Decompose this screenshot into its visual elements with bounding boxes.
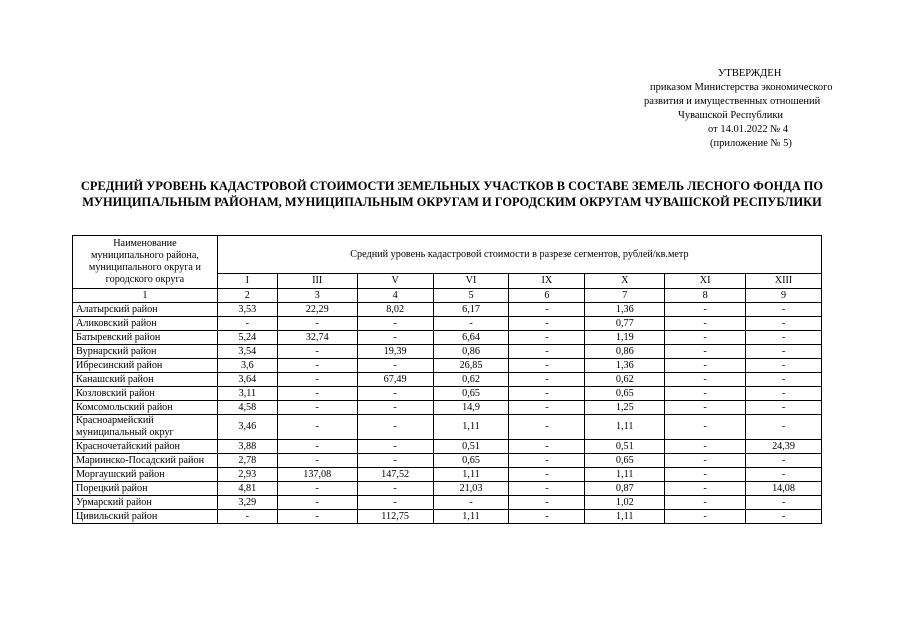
value-cell: 24,39: [746, 440, 822, 454]
value-cell: 1,36: [585, 303, 665, 317]
value-cell: -: [665, 331, 746, 345]
value-cell: -: [746, 331, 822, 345]
segment-header: III: [277, 274, 357, 289]
value-cell: 0,65: [433, 454, 509, 468]
municipality-name-cell: Моргаушский район: [73, 468, 218, 482]
value-cell: -: [509, 482, 585, 496]
value-cell: -: [665, 359, 746, 373]
municipality-name-cell: Аликовский район: [73, 317, 218, 331]
approval-line: Чувашской Республики: [678, 110, 784, 121]
municipality-name-cell: Красноармейский муниципальный округ: [73, 415, 218, 440]
value-cell: -: [746, 415, 822, 440]
value-cell: -: [746, 496, 822, 510]
value-cell: -: [746, 454, 822, 468]
value-cell: 3,46: [217, 415, 277, 440]
value-cell: 32,74: [277, 331, 357, 345]
value-cell: -: [746, 387, 822, 401]
value-cell: -: [746, 373, 822, 387]
value-cell: -: [746, 303, 822, 317]
value-cell: -: [746, 401, 822, 415]
value-cell: -: [277, 317, 357, 331]
value-cell: 0,51: [585, 440, 665, 454]
value-cell: 14,9: [433, 401, 509, 415]
column-number: 3: [277, 289, 357, 303]
value-cell: 21,03: [433, 482, 509, 496]
value-cell: 2,78: [217, 454, 277, 468]
name-column-header: Наименование муниципального района, муниципального округа и городского округа: [73, 236, 218, 289]
value-cell: 1,11: [433, 510, 509, 524]
value-cell: -: [277, 510, 357, 524]
value-cell: -: [665, 373, 746, 387]
value-cell: -: [746, 345, 822, 359]
table-row: [73, 359, 822, 373]
value-cell: -: [357, 440, 433, 454]
value-cell: 67,49: [357, 373, 433, 387]
value-cell: 137,08: [277, 468, 357, 482]
table-row: [73, 317, 822, 331]
value-cell: -: [277, 373, 357, 387]
value-cell: 0,62: [433, 373, 509, 387]
value-cell: 19,39: [357, 345, 433, 359]
table-row: [73, 415, 822, 440]
value-cell: 112,75: [357, 510, 433, 524]
table-row: [73, 373, 822, 387]
value-cell: -: [357, 415, 433, 440]
column-number: 8: [665, 289, 746, 303]
segment-header: IX: [509, 274, 585, 289]
value-cell: -: [746, 510, 822, 524]
value-cell: 0,65: [585, 387, 665, 401]
value-cell: -: [665, 415, 746, 440]
value-cell: -: [665, 454, 746, 468]
segments-span-header: Средний уровень кадастровой стоимости в разрезе сегментов, рублей/кв.метр: [217, 236, 821, 274]
value-cell: -: [277, 454, 357, 468]
value-cell: 3,88: [217, 440, 277, 454]
value-cell: 0,87: [585, 482, 665, 496]
column-number: 2: [217, 289, 277, 303]
value-cell: 3,54: [217, 345, 277, 359]
municipality-name-cell: Канашский район: [73, 373, 218, 387]
value-cell: -: [665, 303, 746, 317]
value-cell: 1,11: [585, 510, 665, 524]
table-row: [73, 482, 822, 496]
value-cell: -: [665, 510, 746, 524]
value-cell: 0,65: [433, 387, 509, 401]
approval-line: приказом Министерства экономического: [650, 82, 833, 93]
municipality-name-cell: Ибресинский район: [73, 359, 218, 373]
table-row: [73, 331, 822, 345]
value-cell: -: [357, 317, 433, 331]
value-cell: 3,11: [217, 387, 277, 401]
value-cell: -: [509, 345, 585, 359]
value-cell: -: [509, 359, 585, 373]
value-cell: -: [509, 510, 585, 524]
column-number: 7: [585, 289, 665, 303]
table-row: [73, 496, 822, 510]
municipality-name-cell: Алатырский район: [73, 303, 218, 317]
value-cell: 1,11: [433, 468, 509, 482]
segment-header: XI: [665, 274, 746, 289]
value-cell: -: [357, 401, 433, 415]
value-cell: 1,36: [585, 359, 665, 373]
approval-line: УТВЕРЖДЕН: [718, 68, 782, 79]
value-cell: -: [509, 303, 585, 317]
municipality-name-cell: Козловский район: [73, 387, 218, 401]
municipality-name-cell: Урмарский район: [73, 496, 218, 510]
value-cell: -: [277, 496, 357, 510]
value-cell: -: [277, 415, 357, 440]
cadastral-value-table: [72, 235, 822, 524]
approval-line: (приложение № 5): [710, 138, 792, 149]
column-number: 6: [509, 289, 585, 303]
value-cell: -: [509, 440, 585, 454]
column-number: 4: [357, 289, 433, 303]
value-cell: 6,17: [433, 303, 509, 317]
value-cell: 0,86: [585, 345, 665, 359]
value-cell: 0,77: [585, 317, 665, 331]
segment-header: X: [585, 274, 665, 289]
column-number-row: [73, 289, 822, 303]
value-cell: -: [665, 401, 746, 415]
value-cell: -: [357, 482, 433, 496]
value-cell: -: [277, 440, 357, 454]
value-cell: 3,29: [217, 496, 277, 510]
table-row: [73, 510, 822, 524]
value-cell: -: [509, 331, 585, 345]
value-cell: -: [665, 317, 746, 331]
table-row: [73, 345, 822, 359]
value-cell: 4,81: [217, 482, 277, 496]
municipality-name-cell: Мариинско-Посадский район: [73, 454, 218, 468]
table-row: [73, 468, 822, 482]
table-row: [73, 387, 822, 401]
header-row: [73, 236, 822, 274]
value-cell: 1,11: [433, 415, 509, 440]
value-cell: -: [277, 345, 357, 359]
value-cell: -: [357, 331, 433, 345]
value-cell: 3,53: [217, 303, 277, 317]
table-row: [73, 401, 822, 415]
value-cell: 4,58: [217, 401, 277, 415]
column-number: 9: [746, 289, 822, 303]
value-cell: 0,86: [433, 345, 509, 359]
value-cell: -: [509, 387, 585, 401]
value-cell: 22,29: [277, 303, 357, 317]
value-cell: -: [746, 468, 822, 482]
value-cell: 26,85: [433, 359, 509, 373]
value-cell: -: [217, 317, 277, 331]
value-cell: -: [746, 359, 822, 373]
approval-line: развития и имущественных отношений: [644, 96, 821, 107]
value-cell: 0,62: [585, 373, 665, 387]
municipality-name-cell: Красночетайский район: [73, 440, 218, 454]
segment-header: I: [217, 274, 277, 289]
value-cell: -: [509, 415, 585, 440]
column-number: 5: [433, 289, 509, 303]
value-cell: -: [509, 496, 585, 510]
value-cell: 14,08: [746, 482, 822, 496]
municipality-name-cell: Батыревский район: [73, 331, 218, 345]
value-cell: 5,24: [217, 331, 277, 345]
municipality-name-cell: Вурнарский район: [73, 345, 218, 359]
value-cell: -: [665, 387, 746, 401]
value-cell: -: [665, 440, 746, 454]
value-cell: 3,6: [217, 359, 277, 373]
value-cell: 147,52: [357, 468, 433, 482]
value-cell: 1,02: [585, 496, 665, 510]
document-title: СРЕДНИЙ УРОВЕНЬ КАДАСТРОВОЙ СТОИМОСТИ ЗЕМЕЛЬНЫХ УЧАСТКОВ В СОСТАВЕ ЗЕМЕЛЬ ЛЕСНОГО ФОНДА ПО МУНИЦИПАЛЬНЫМ РАЙОНАМ, МУНИЦИПАЛЬНЫМ ОКРУГАМ И ГОРОДСКИМ ОКРУГАМ ЧУВАШСКОЙ РЕСПУБЛИКИ: [80, 179, 824, 209]
value-cell: 1,19: [585, 331, 665, 345]
value-cell: 0,65: [585, 454, 665, 468]
value-cell: -: [433, 496, 509, 510]
value-cell: -: [433, 317, 509, 331]
value-cell: -: [509, 468, 585, 482]
table-row: [73, 303, 822, 317]
segment-header: VI: [433, 274, 509, 289]
value-cell: -: [665, 496, 746, 510]
municipality-name-cell: Порецкий район: [73, 482, 218, 496]
value-cell: -: [509, 317, 585, 331]
value-cell: -: [665, 482, 746, 496]
value-cell: -: [277, 359, 357, 373]
value-cell: 0,51: [433, 440, 509, 454]
segment-header: XIII: [746, 274, 822, 289]
value-cell: -: [357, 454, 433, 468]
value-cell: -: [357, 359, 433, 373]
value-cell: -: [357, 387, 433, 401]
approval-block: [620, 67, 880, 151]
value-cell: -: [277, 387, 357, 401]
value-cell: -: [665, 468, 746, 482]
value-cell: -: [665, 345, 746, 359]
value-cell: -: [217, 510, 277, 524]
value-cell: -: [509, 401, 585, 415]
value-cell: 2,93: [217, 468, 277, 482]
table-row: [73, 454, 822, 468]
value-cell: 1,25: [585, 401, 665, 415]
value-cell: 6,64: [433, 331, 509, 345]
value-cell: -: [357, 496, 433, 510]
value-cell: 1,11: [585, 468, 665, 482]
value-cell: -: [277, 482, 357, 496]
value-cell: 3,64: [217, 373, 277, 387]
value-cell: -: [277, 401, 357, 415]
segment-header: V: [357, 274, 433, 289]
municipality-name-cell: Цивильский район: [73, 510, 218, 524]
column-number: 1: [73, 289, 218, 303]
value-cell: -: [509, 454, 585, 468]
value-cell: 8,02: [357, 303, 433, 317]
value-cell: 1,11: [585, 415, 665, 440]
approval-line: от 14.01.2022 № 4: [708, 124, 789, 135]
value-cell: -: [509, 373, 585, 387]
table-row: [73, 440, 822, 454]
municipality-name-cell: Комсомольский район: [73, 401, 218, 415]
value-cell: -: [746, 317, 822, 331]
